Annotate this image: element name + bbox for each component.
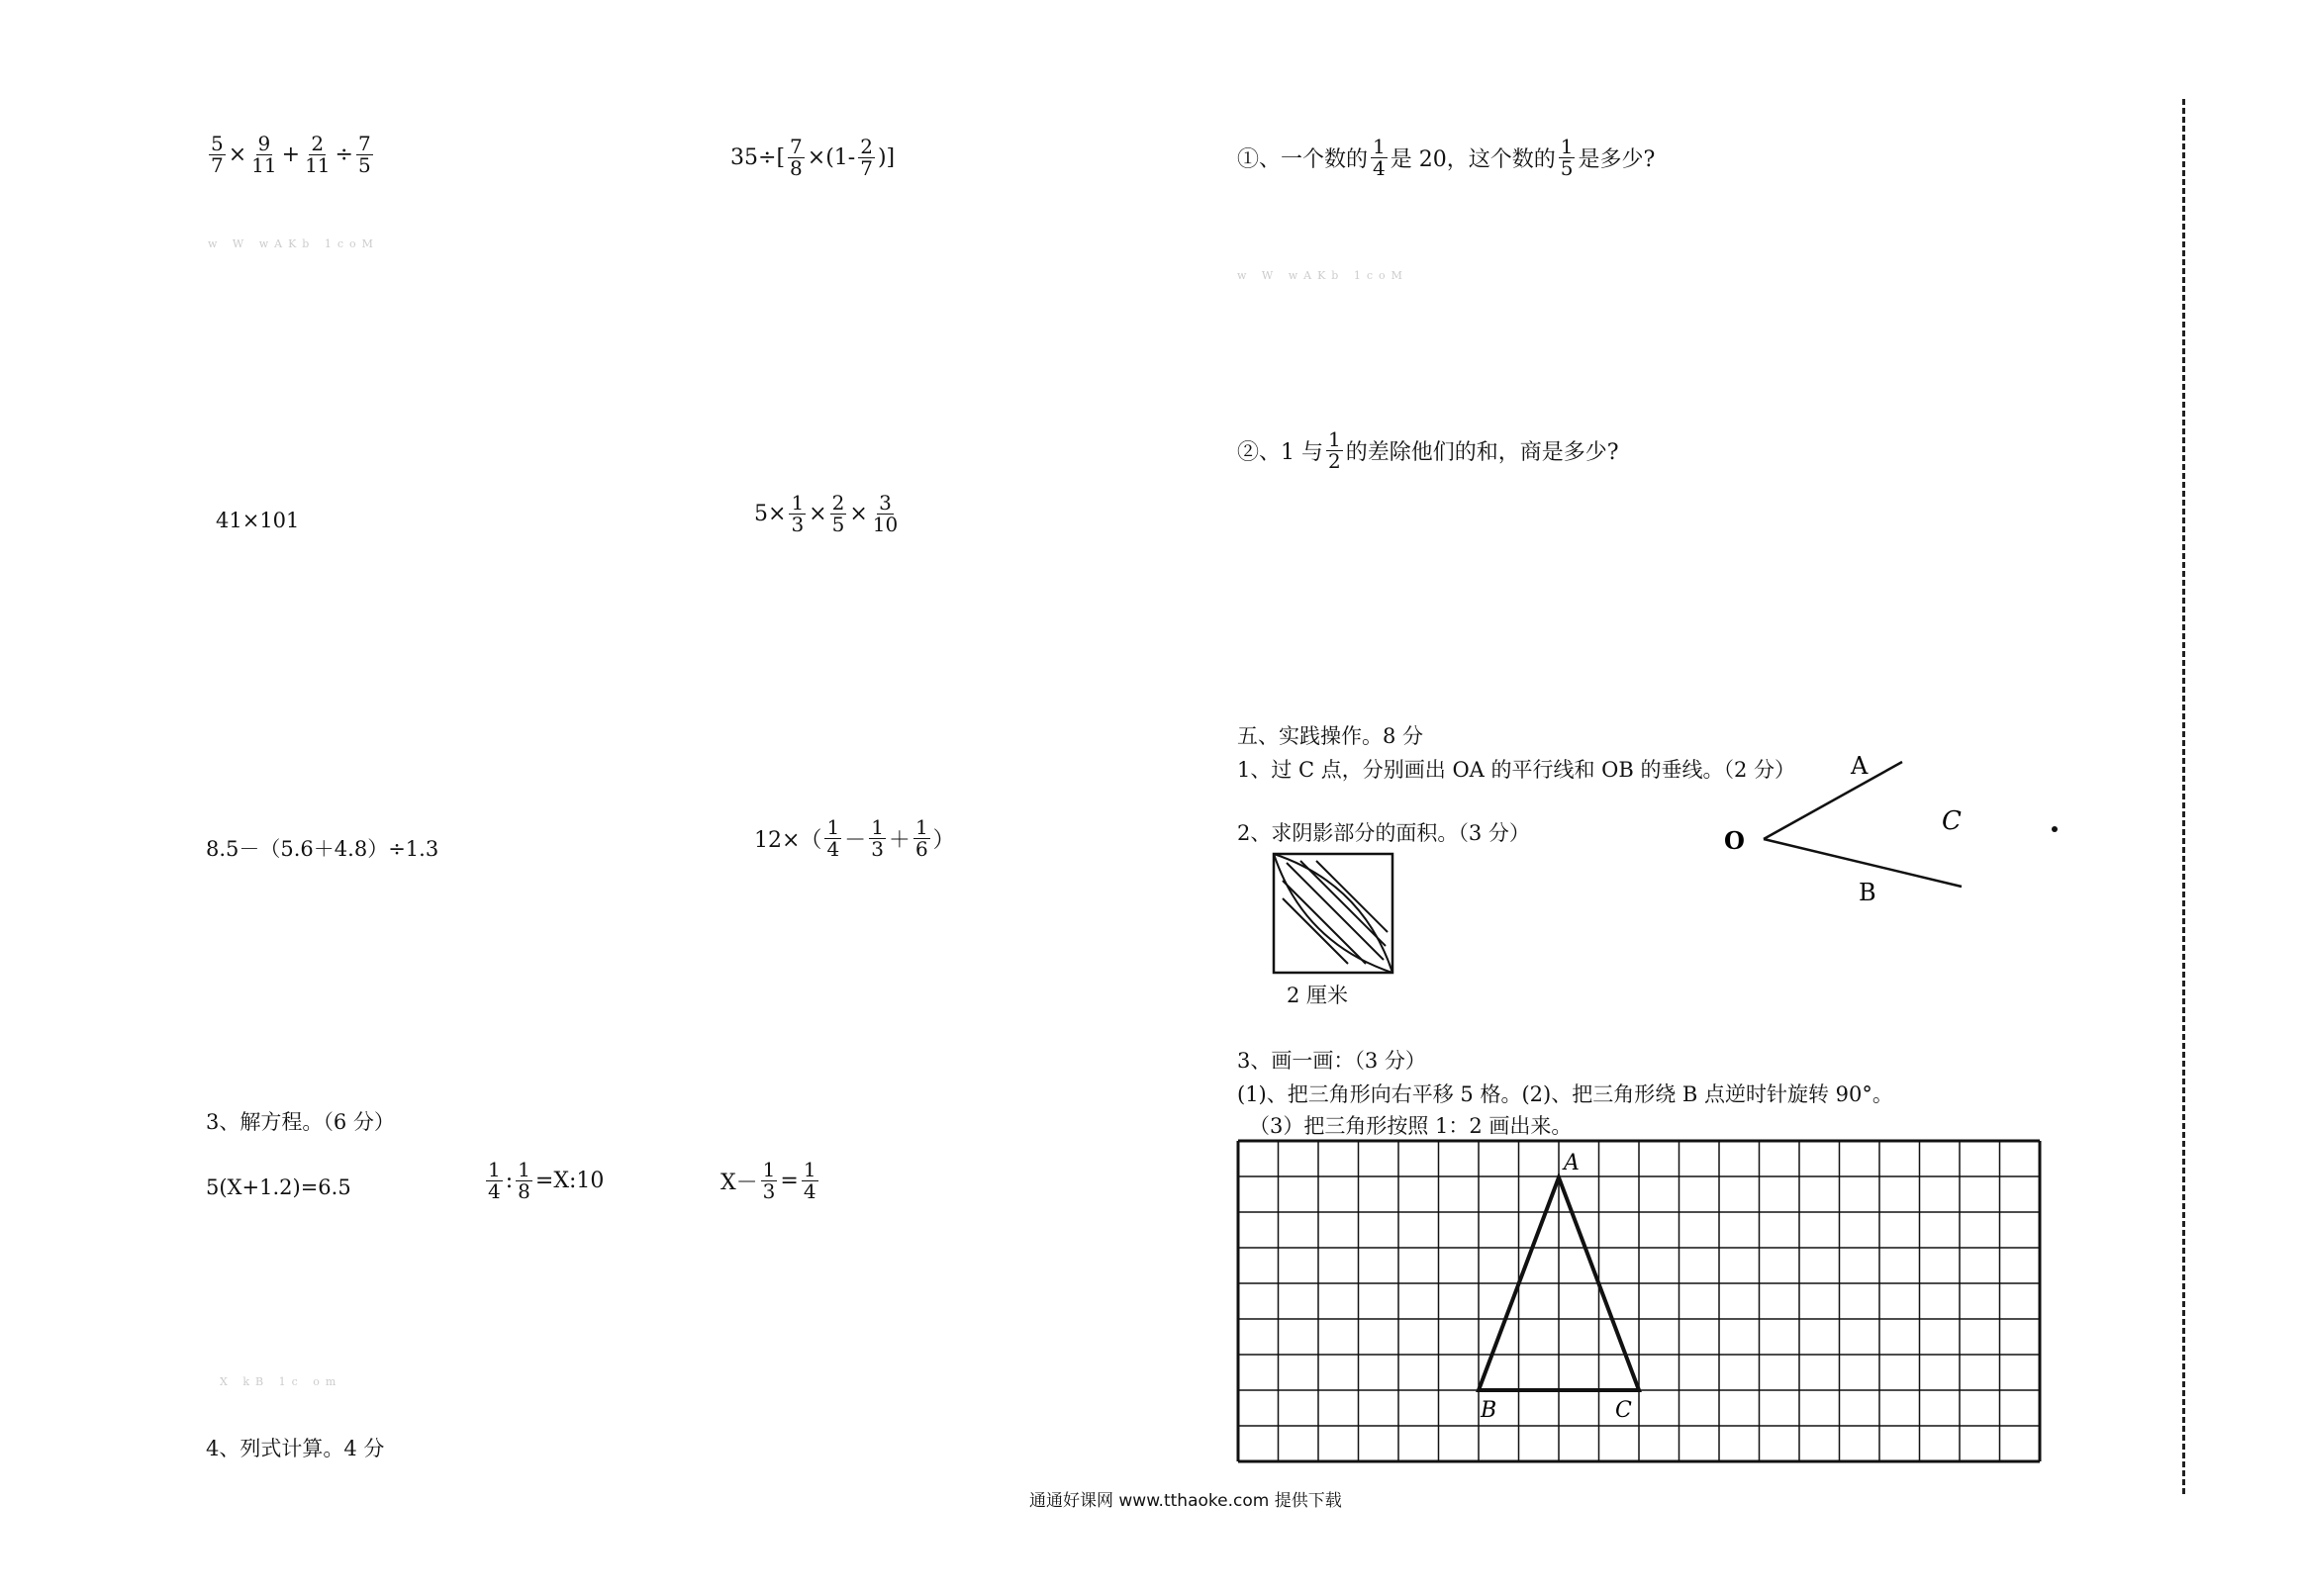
- fraction: $\frac{2}{11}$: [305, 132, 331, 177]
- tri-label-a: A: [1564, 1151, 1580, 1175]
- question-2: ②、1 与 $\frac{1}{2}$ 的差除他们的和，商是多少?: [1237, 427, 1619, 473]
- equation-3: X－ $\frac{1}{3}$ = $\frac{1}{4}$: [720, 1158, 816, 1203]
- square-side-label: 2 厘米: [1287, 984, 1349, 1007]
- section-5-item-3: 3、画一画：（3 分）: [1237, 1049, 1426, 1073]
- question-1: ①、一个数的 $\frac{1}{4}$ 是 20，这个数的 $\frac{1}{5}$ 是多少?: [1237, 135, 1656, 180]
- drawing-grid: [1237, 1140, 2041, 1462]
- fraction: $\frac{9}{11}$: [251, 132, 277, 177]
- section-5-item-2: 2、求阴影部分的面积。（3 分）: [1237, 821, 1530, 845]
- section-3-title: 3、解方程。（6 分）: [206, 1110, 395, 1134]
- tri-label-c: C: [1615, 1398, 1632, 1423]
- label-a: A: [1851, 752, 1869, 780]
- expr-2: 35÷[ $\frac{7}{8}$ ×(1- $\frac{2}{7}$ )]: [730, 135, 896, 180]
- section-5-item-3b: （3）把三角形按照 1：2 画出来。: [1249, 1114, 1573, 1138]
- tri-label-b: B: [1481, 1398, 1497, 1423]
- section-4-title: 4、列式计算。4 分: [206, 1437, 385, 1460]
- label-o: O: [1724, 826, 1745, 855]
- angle-figure: [1712, 752, 2108, 910]
- watermark: w W wAKb 1coM: [1237, 269, 1408, 282]
- equation-1: 5(X+1.2)=6.5: [206, 1175, 351, 1199]
- expr-4: 5× $\frac{1}{3}$ × $\frac{2}{5}$ × $\frac{3}{10}$: [754, 491, 899, 536]
- fraction: $\frac{7}{5}$: [357, 132, 371, 177]
- section-5-item-3a: (1)、把三角形向右平移 5 格。(2)、把三角形绕 B 点逆时针旋转 90°。: [1237, 1082, 1893, 1106]
- footer: 通通好课网 www.tthaoke.com 提供下载: [1029, 1491, 1342, 1511]
- watermark: w W wAKb 1coM: [208, 237, 379, 250]
- expr-3: 41×101: [216, 509, 300, 532]
- expr-6: 12×（ $\frac{1}{4}$ － $\frac{1}{3}$ ＋ $\frac{1}{6}$ ）: [754, 815, 955, 861]
- label-c: C: [1942, 806, 1962, 836]
- section-5-item-1: 1、过 C 点，分别画出 OA 的平行线和 OB 的垂线。（2 分）: [1237, 758, 1796, 782]
- equation-2: $\frac{1}{4}$ : $\frac{1}{8}$ =X:10: [488, 1158, 605, 1203]
- binding-dashed-line: [2182, 99, 2185, 1494]
- label-b: B: [1859, 879, 1876, 906]
- section-5-title: 五、实践操作。8 分: [1237, 724, 1424, 748]
- expr-1: $\frac{5}{7}$ × $\frac{9}{11}$ + $\frac{2}{11}$ ÷ $\frac{7}{5}$: [211, 132, 371, 177]
- shaded-square-figure: [1273, 853, 1395, 976]
- point-c-dot: [2052, 826, 2058, 832]
- expr-5: 8.5－（5.6＋4.8）÷1.3: [206, 837, 439, 861]
- fraction: $\frac{5}{7}$: [211, 132, 224, 177]
- watermark: X kB 1c om: [220, 1375, 342, 1388]
